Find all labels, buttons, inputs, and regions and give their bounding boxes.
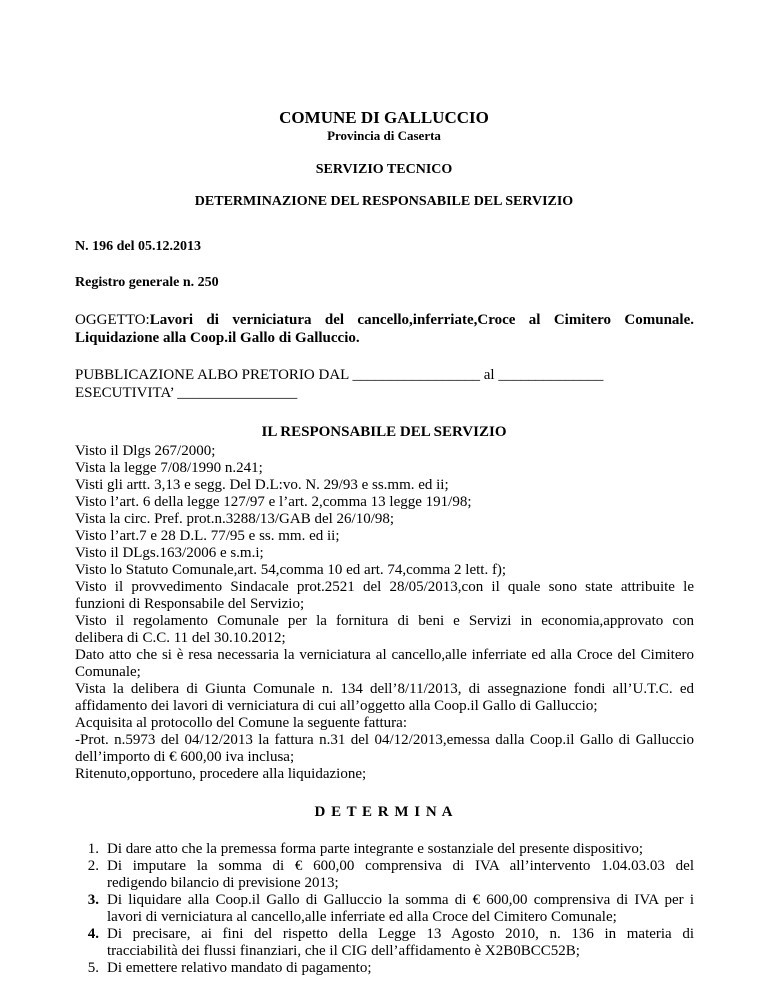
oggetto-line-2: Liquidazione alla Coop.il Gallo di Galluccio. — [75, 330, 360, 346]
determinazione-title: DETERMINAZIONE DEL RESPONSABILE DEL SERVIZIO — [194, 194, 574, 209]
visto-line: Visto il DLgs.163/2006 e s.m.i; — [75, 545, 264, 561]
numero-determina: N. 196 del 05.12.2013 — [75, 239, 201, 254]
visto-line: Vista la legge 7/08/1990 n.241; — [75, 460, 263, 476]
visto-line: Vista la circ. Pref. prot.n.3288/13/GAB del 26/10/98; — [75, 511, 395, 527]
visto-line: Vista la delibera di Giunta Comunale n. 134 dell’8/11/2013, di assegnazione fondi all’U.T.C. ed — [75, 681, 694, 697]
servizio-title: SERVIZIO TECNICO — [315, 162, 453, 177]
determina-title: D E T E R M I N A — [314, 804, 454, 820]
visto-line: funzioni di Responsabile del Servizio; — [75, 596, 305, 612]
visto-line: Ritenuto,opportuno, procedere alla liquidazione; — [75, 766, 367, 782]
visto-line: Visto il provvedimento Sindacale prot.2521 del 28/05/2013,con il quale sono state attribuite le — [75, 579, 694, 595]
oggetto-line-1 — [75, 312, 694, 329]
oggetto-label: OGGETTO: — [75, 312, 150, 328]
visto-line: -Prot. n.5973 del 04/12/2013 la fattura n.31 del 04/12/2013,emessa dalla Coop.il Gallo di Galluccio — [75, 732, 694, 748]
responsabile-title: IL RESPONSABILE DEL SERVIZIO — [261, 424, 507, 440]
visto-line: Visto l’art.7 e 28 D.L. 77/95 e ss. mm. ed ii; — [75, 528, 340, 544]
visto-line: Visto il regolamento Comunale per la fornitura di beni e Servizi in economia,approvato con — [75, 613, 694, 629]
visto-line: Visto l’art. 6 della legge 127/97 e l’art. 2,comma 13 legge 191/98; — [75, 494, 472, 510]
item-number: 2. — [87, 858, 99, 874]
item-number: 1. — [87, 841, 99, 857]
visto-line: Visto il Dlgs 267/2000; — [75, 443, 216, 459]
item-text: lavori di verniciatura al cancello,alle inferriate ed alla Croce del Cimitero Comunale; — [107, 909, 617, 925]
oggetto-text-1: Lavori di verniciatura del cancello,inferriate,Croce al Cimitero Comunale. — [149, 312, 694, 328]
item-text: redigendo bilancio di previsione 2013; — [107, 875, 339, 891]
visto-line: Comunale; — [75, 664, 141, 680]
provincia-subtitle: Provincia di Caserta — [327, 128, 441, 143]
item-number: 5. — [87, 960, 99, 976]
item-number: 3. — [87, 892, 99, 908]
item-text: Di emettere relativo mandato di pagamento; — [107, 960, 372, 976]
pubblicazione-line: PUBBLICAZIONE ALBO PRETORIO DAL _________________ al ______________ — [75, 367, 604, 383]
registro-generale: Registro generale n. 250 — [75, 275, 219, 290]
item-text: Di imputare la somma di € 600,00 comprensiva di IVA all’intervento 1.04.03.03 del — [107, 858, 694, 874]
item-text: Di precisare, ai fini del rispetto della Legge 13 Agosto 2010, n. 136 in materia di — [107, 926, 694, 942]
visto-line: Visti gli artt. 3,13 e segg. Del D.L:vo. N. 29/93 e ss.mm. ed ii; — [75, 477, 449, 493]
esecutivita-line: ESECUTIVITA’ ________________ — [75, 385, 298, 401]
visto-line: delibera di C.C. 11 del 30.10.2012; — [75, 630, 286, 646]
visto-line: dell’importo di € 600,00 iva inclusa; — [75, 749, 295, 765]
item-text: tracciabilità dei flussi finanziari, che il CIG dell’affidamento è X2B0BCC52B; — [107, 943, 580, 959]
visto-line: Acquisita al protocollo del Comune la seguente fattura: — [75, 715, 407, 731]
visto-line: Dato atto che si è resa necessaria la verniciatura al cancello,alle inferriate ed alla Croce del Cimitero — [75, 647, 694, 663]
item-number: 4. — [87, 926, 99, 942]
item-text: Di liquidare alla Coop.il Gallo di Galluccio la somma di € 600,00 comprensiva di IVA per i — [107, 892, 694, 908]
item-text: Di dare atto che la premessa forma parte integrante e sostanziale del presente dispositivo; — [107, 841, 644, 857]
comune-title: COMUNE DI GALLUCCIO — [279, 108, 489, 127]
visto-line: Visto lo Statuto Comunale,art. 54,comma 10 ed art. 74,comma 2 lett. f); — [75, 562, 507, 578]
visto-line: affidamento dei lavori di verniciatura di cui all’oggetto alla Coop.il Gallo di Galluccio; — [75, 698, 598, 714]
